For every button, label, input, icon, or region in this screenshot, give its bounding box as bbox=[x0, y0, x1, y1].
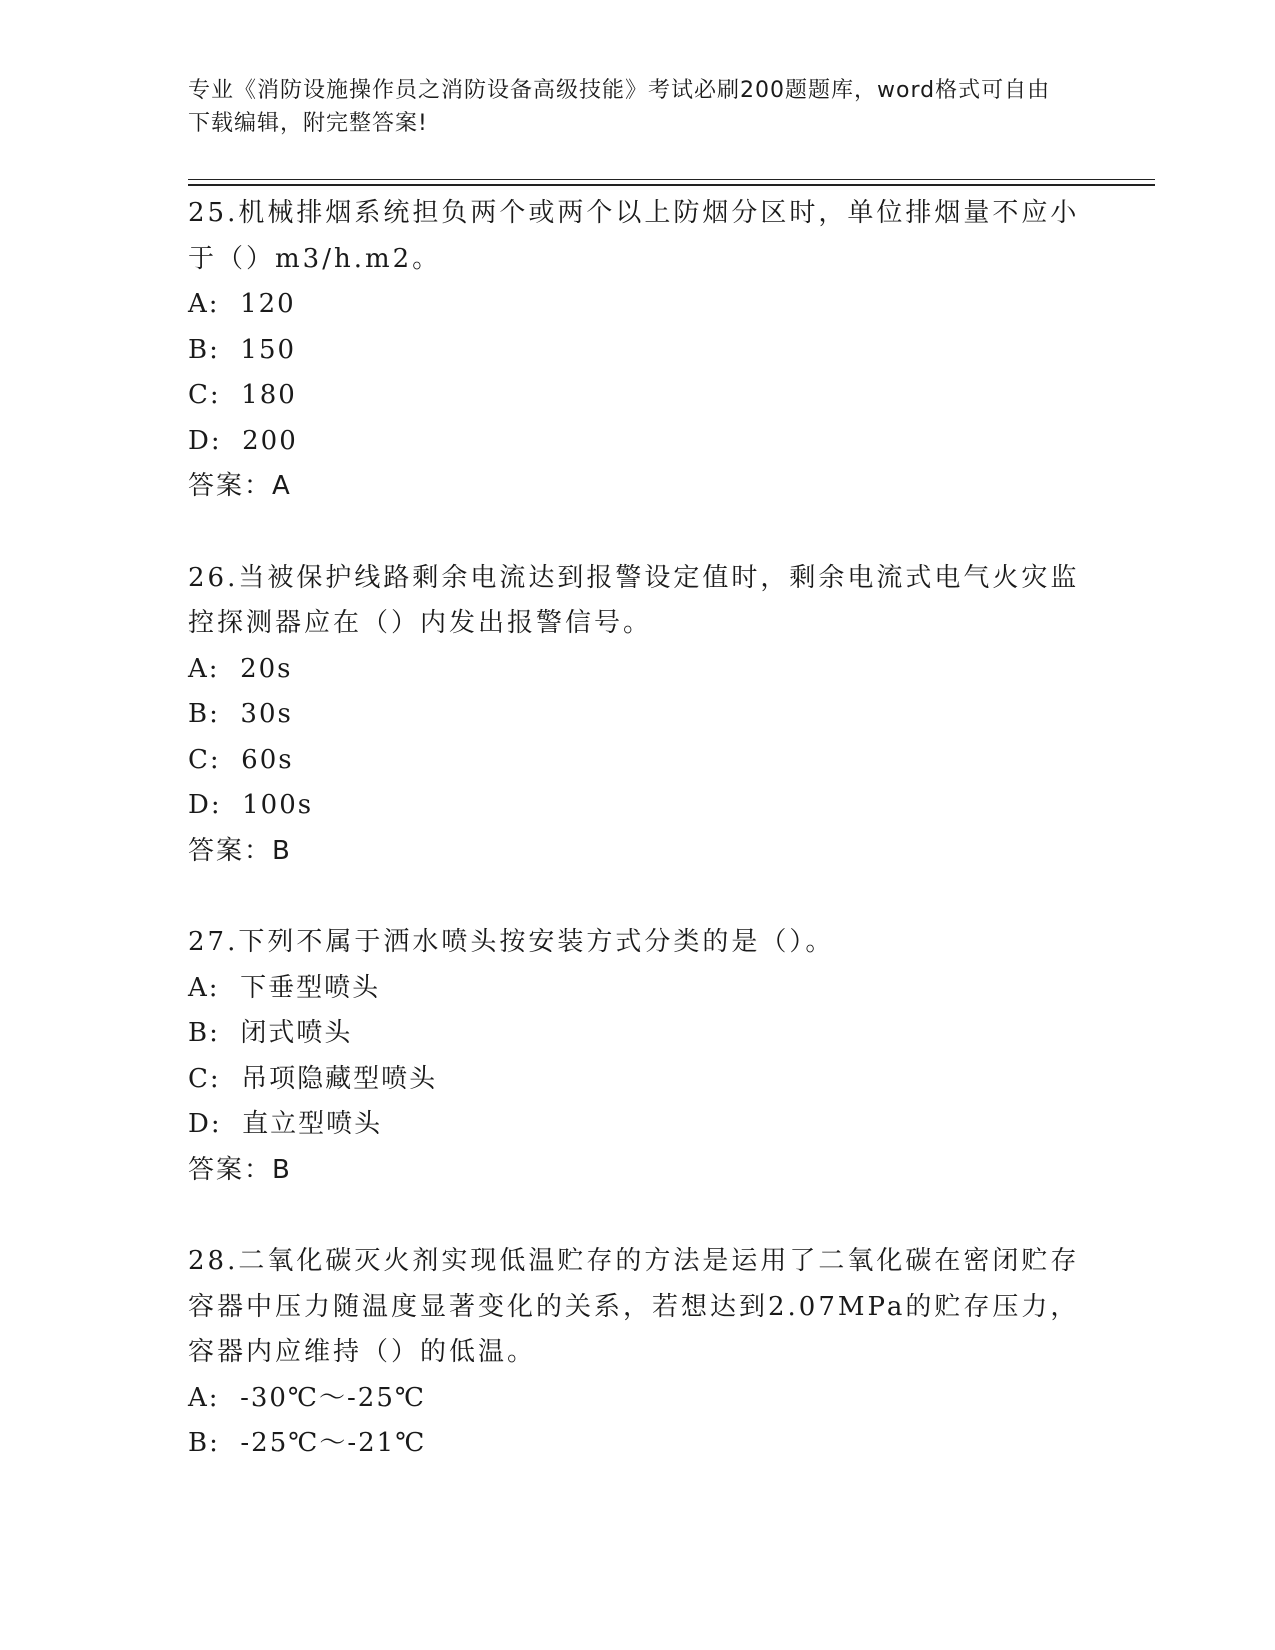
option-d: D: 100s bbox=[188, 790, 314, 820]
question-28 bbox=[188, 1239, 1088, 1467]
document-header: 专业《消防设施操作员之消防设备高级技能》考试必刷200题题库，word格式可自由下载编辑，附完整答案! bbox=[188, 78, 1051, 136]
question-list bbox=[188, 191, 1088, 1513]
option-c: C: 60s bbox=[188, 744, 294, 775]
question-26 bbox=[188, 556, 1088, 875]
option-a: A: -30℃～-25℃ bbox=[188, 1382, 426, 1413]
answer-line: 答案：B bbox=[188, 835, 292, 866]
option-c: C: 吊项隐藏型喷头 bbox=[188, 1063, 438, 1094]
option-d: D: 直立型喷头 bbox=[188, 1109, 383, 1139]
option-d: D: 200 bbox=[188, 425, 298, 456]
header-divider-thick bbox=[188, 184, 1155, 186]
option-b: B: 150 bbox=[188, 334, 297, 365]
option-b: B: -25℃～-21℃ bbox=[188, 1428, 427, 1458]
question-stem: 26.当被保护线路剩余电流达到报警设定值时，剩余电流式电气火灾监控探测器应在（）内发出报警信号。 bbox=[188, 562, 1080, 638]
option-a: A: 20s bbox=[188, 653, 293, 684]
question-stem: 25.机械排烟系统担负两个或两个以上防烟分区时，单位排烟量不应小于（）m3/h.m2。 bbox=[188, 198, 1080, 274]
question-stem: 28.二氧化碳灭火剂实现低温贮存的方法是运用了二氧化碳在密闭贮存容器中压力随温度显著变化的关系，若想达到2.07MPa的贮存压力，容器内应维持（）的低温。 bbox=[188, 1246, 1080, 1367]
answer-line: 答案：A bbox=[188, 471, 292, 501]
question-25 bbox=[188, 191, 1088, 510]
option-b: B: 30s bbox=[188, 699, 293, 729]
option-b: B: 闭式喷头 bbox=[188, 1018, 353, 1048]
question-27 bbox=[188, 920, 1088, 1193]
option-a: A: 120 bbox=[188, 289, 296, 319]
answer-line: 答案：B bbox=[188, 1154, 292, 1185]
question-stem: 27.下列不属于洒水喷头按安装方式分类的是（）。 bbox=[188, 927, 835, 957]
option-a: A: 下垂型喷头 bbox=[188, 972, 381, 1003]
option-c: C: 180 bbox=[188, 380, 297, 410]
header-divider-thin bbox=[188, 179, 1155, 180]
